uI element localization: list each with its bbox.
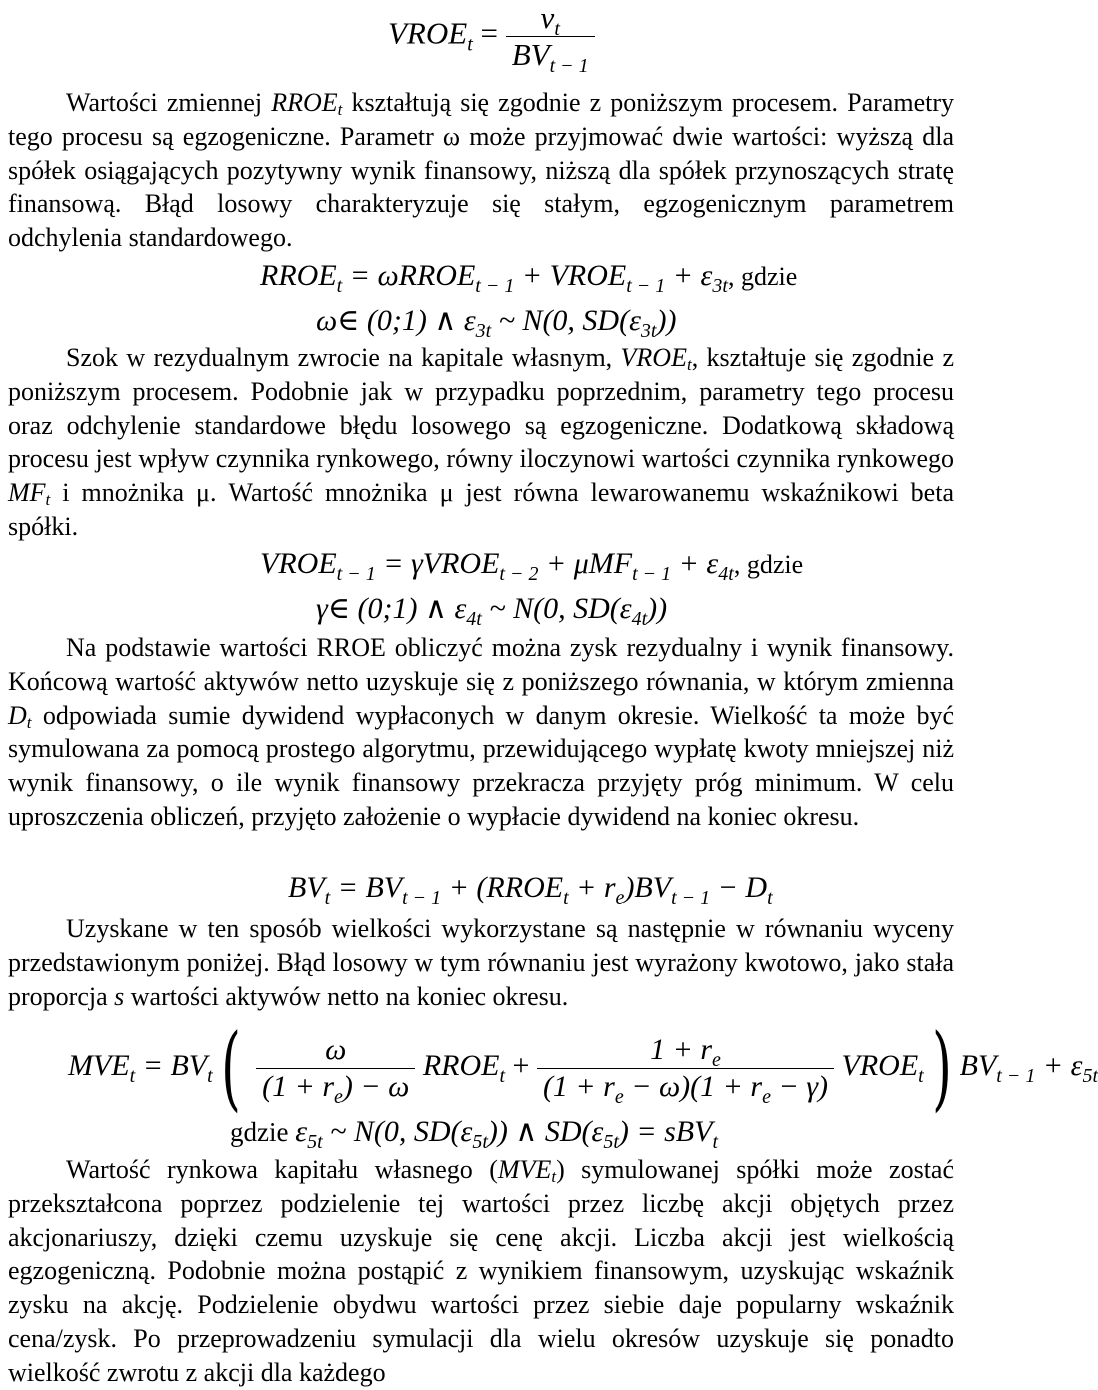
eq-subscript: e	[712, 1048, 721, 1071]
eq-subscript: t	[499, 1064, 506, 1087]
eq-denominator: ) − ω	[342, 1069, 410, 1103]
inline-variable: MVE	[497, 1155, 552, 1184]
equation-gamma-condition	[316, 591, 668, 630]
eq-subscript: t	[336, 275, 343, 297]
paragraph-text: Wartości zmiennej	[66, 88, 272, 117]
eq-fraction-gamma	[537, 1032, 834, 1108]
inline-subscript: t	[26, 712, 32, 732]
eq-term: ))	[656, 304, 677, 337]
paragraph-rroe-process	[8, 86, 954, 255]
eq-term: RROE	[260, 259, 337, 292]
eq-term: γ∈ (0;1) ∧ ε	[316, 592, 467, 625]
eq-subscript: t	[554, 18, 560, 40]
eq-subscript: t	[467, 33, 473, 56]
eq-subscript: t − 1	[475, 275, 515, 297]
eq-subscript: 5t	[307, 1131, 323, 1153]
eq-term: ε	[295, 1115, 308, 1148]
eq-term: BV	[288, 871, 325, 904]
inline-subscript: t	[686, 355, 692, 374]
eq-term: )BV	[624, 871, 672, 904]
eq-tail-text: , gdzie	[727, 262, 798, 291]
paragraph-dividends	[8, 631, 954, 834]
eq-term: ~ N(0, SD(ε	[322, 1115, 473, 1148]
eq-subscript: t − 1	[402, 887, 442, 909]
eq-term: VROE	[260, 547, 337, 580]
paragraph-text: Szok w rezydualnym zwrocie na kapitale własnym,	[66, 343, 621, 372]
eq-operator: =	[480, 15, 498, 51]
eq-denominator: BV	[511, 37, 550, 72]
eq-subscript: t − 1	[336, 563, 376, 585]
eq-term: VROE	[841, 1048, 919, 1082]
eq-term: ω∈ (0;1) ∧ ε	[316, 304, 476, 337]
eq-subscript: t − 2	[499, 563, 539, 585]
eq-subscript: 5t	[472, 1131, 488, 1153]
paragraph-valuation	[8, 912, 954, 1013]
eq-subscript: 4t	[631, 608, 648, 630]
eq-subscript: 5t	[603, 1131, 619, 1153]
equation-book-value	[288, 870, 773, 909]
eq-subscript: t − 1	[632, 563, 672, 585]
eq-term: = ωRROE	[349, 259, 476, 292]
eq-term: = γVROE	[383, 547, 500, 580]
eq-subscript: e	[615, 887, 625, 909]
eq-subscript: e	[614, 1085, 624, 1108]
eq-term: ) = sBV	[618, 1115, 713, 1148]
eq-term: ~ N(0, SD(ε	[481, 592, 632, 625]
eq-numerator: v	[540, 0, 555, 35]
eq-denominator: (1 + r	[262, 1069, 334, 1103]
eq-subscript: t	[324, 887, 331, 909]
equation-mve	[68, 1014, 1098, 1121]
paragraph-vroe-process	[8, 341, 954, 544]
eq-subscript: 3t	[475, 320, 492, 342]
eq-subscript: t − 1	[549, 55, 589, 77]
eq-subscript: t	[918, 1064, 924, 1087]
eq-term: ))	[647, 592, 668, 625]
inline-subscript: t	[45, 490, 51, 510]
eq-subscript: t	[712, 1131, 719, 1153]
eq-term: + ε	[1042, 1048, 1083, 1082]
eq-subscript: 4t	[718, 563, 734, 585]
eq-subscript: 4t	[466, 608, 482, 630]
inline-variable: D	[8, 700, 27, 730]
paragraph-text: , kształtuje się zgodnie z poniższym procesem. Podobnie jak w przypadku poprzednim, parametry tego procesu oraz odchylenie standardowe błędu losowego są egzogeniczne. Dodatkową składową procesu jest wpływ czynnika rynkowego, równy iloczynowi wartości czynnika rynkowego	[8, 343, 954, 474]
inline-variable: MF	[8, 478, 46, 508]
eq-lead-text: gdzie	[230, 1117, 296, 1147]
eq-fraction-omega	[256, 1032, 415, 1108]
eq-term: + ε	[672, 259, 713, 292]
eq-fraction	[506, 0, 595, 77]
paragraph-text: kształtują się zgodnie z poniższym procesem. Parametry tego procesu są egzogeniczne. Parametr ω może przyjmować dwie wartości: wyższą dla spółek osiągających pozytywny wynik finansowy, niższą dla spółek przynoszących stratę finansową. Błąd losowy charakteryzuje się stałym, egzogenicznym parametrem odchylenia standardowego.	[8, 88, 954, 253]
paragraph-text: odpowiada sumie dywidend wypłaconych w danym okresie. Wielkość ta może być symulowana za pomocą prostego algorytmu, przewidującego wypłatę kwoty mniejszej niż wynik finansowy, o ile wynik finansowy przekracza przyjęty próg minimum. W celu uproszczenia obliczeń, przyjęto założenie o wypłacie dywidend na koniec okresu.	[8, 700, 954, 831]
equation-vroe	[260, 546, 803, 583]
eq-subscript: t	[207, 1064, 213, 1087]
eq-subscript: t	[129, 1064, 136, 1087]
eq-subscript: e	[762, 1085, 771, 1108]
paragraph-text: i mnożnika μ. Wartość mnożnika μ jest równa lewarowanemu wskaźnikowi beta spółki.	[8, 478, 954, 541]
equation-omega-condition	[316, 303, 677, 342]
paragraph-text: Na podstawie wartości RROE obliczyć można zysk rezydualny i wynik finansowy. Końcową wartość aktywów netto uzyskuje się z poniższego równania, w którym zmienna	[8, 633, 954, 696]
paragraph-text: Wartość rynkowa kapitału własnego (	[66, 1155, 498, 1184]
inline-variable: RROE	[271, 88, 338, 117]
eq-subscript: t − 1	[671, 887, 711, 909]
eq-subscript: e	[334, 1085, 343, 1108]
eq-term: + r	[576, 871, 616, 904]
paragraph-text: Uzyskane w ten sposób wielkości wykorzystane są następnie w równaniu wyceny przedstawionym poniżej. Błąd losowy w tym równaniu jest wyrażony kwotowo, jako stała proporcja	[8, 914, 954, 1011]
inline-subscript: t	[337, 100, 343, 119]
eq-subscript: t − 1	[996, 1064, 1036, 1087]
eq-subscript: 3t	[712, 275, 728, 297]
eq-subscript: t	[767, 887, 773, 909]
inline-variable: VROE	[620, 343, 687, 372]
inline-subscript: t	[551, 1167, 557, 1186]
paragraph-market-value	[8, 1153, 954, 1390]
eq-term: MVE	[68, 1048, 130, 1082]
eq-term: ~ N(0, SD(ε	[491, 304, 641, 337]
eq-term: + ε	[678, 547, 719, 580]
eq-numerator: ω	[325, 1032, 347, 1066]
eq-term: + (RROE	[448, 871, 564, 904]
equation-rroe	[260, 258, 797, 295]
eq-subscript: 5t	[1082, 1064, 1098, 1087]
equation-epsilon5	[230, 1114, 719, 1153]
eq-term: BV	[959, 1048, 997, 1082]
paragraph-text: wartości aktywów netto na koniec okresu.	[124, 981, 569, 1011]
eq-subscript: t	[563, 887, 569, 909]
eq-numerator: 1 + r	[650, 1032, 712, 1066]
eq-denominator: (1 + r	[542, 1069, 615, 1103]
right-paren: )	[931, 1014, 952, 1121]
eq-term: = BV	[337, 871, 403, 904]
equation-vroe-definition	[388, 0, 595, 77]
eq-tail-text: , gdzie	[733, 550, 804, 579]
eq-term: − D	[717, 871, 768, 904]
eq-subscript: 3t	[640, 320, 657, 342]
inline-variable: s	[114, 981, 125, 1011]
eq-denominator: − ω)(1 + r	[623, 1069, 763, 1103]
eq-term: + μMF	[545, 547, 633, 580]
eq-term: VROE	[388, 15, 468, 51]
eq-denominator: − γ)	[770, 1069, 829, 1103]
eq-term: = BV	[142, 1048, 208, 1082]
eq-subscript: t − 1	[626, 275, 666, 297]
left-paren: (	[220, 1014, 241, 1121]
eq-term: + VROE	[521, 259, 627, 292]
eq-operator: +	[512, 1048, 530, 1082]
paragraph-text: ) symulowanej spółki może zostać przekształcona poprzez podzielenie tej wartości przez liczbę akcji objętych przez akcjonariuszy, dzięki czemu uzyskuje się cenę akcji. Liczba akcji jest wielkością egzogeniczną. Podobnie można postąpić z wynikiem finansowym, uzyskując wskaźnik zysku na akcję. Podzielenie obydwu wartości przez siebie daje popularny wskaźnik cena/zysk. Po przeprowadzeniu symulacji dla wielu okresów uzyskuje się ponadto wielkość zwrotu z akcji dla każdego	[8, 1155, 955, 1387]
eq-term: )) ∧ SD(ε	[487, 1115, 604, 1148]
eq-term: RROE	[422, 1048, 500, 1082]
